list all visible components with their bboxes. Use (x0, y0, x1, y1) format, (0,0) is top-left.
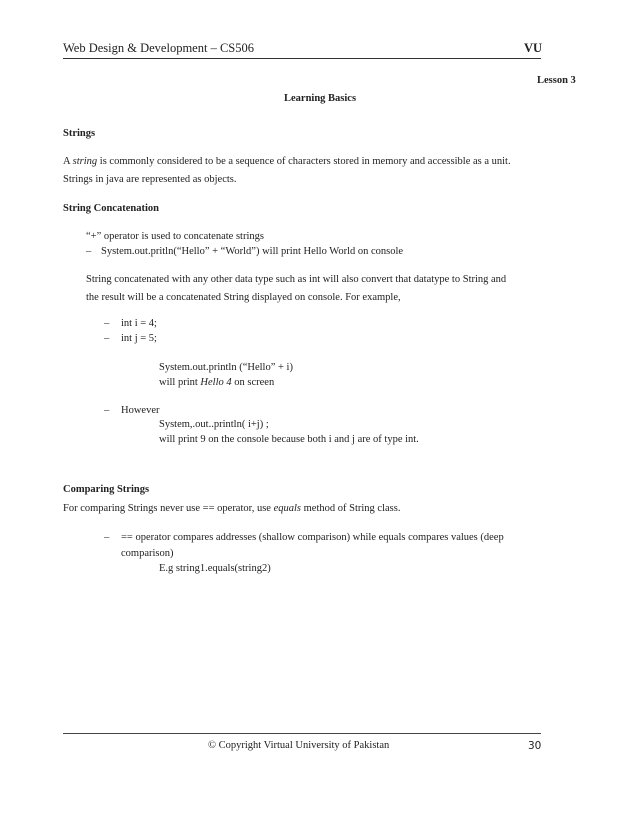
concat-para-line-1: String concatenated with any other data type such as int will also convert that datatype to String and (86, 274, 507, 285)
compare-line-pre: For comparing Strings never use == operator, use (63, 503, 274, 514)
compare-line (63, 503, 400, 514)
footer-copyright: © Copyright Virtual University of Pakistan (208, 740, 390, 751)
lesson-label: Lesson 3 (537, 75, 576, 86)
list-item-int-i: int i = 4; (121, 318, 157, 329)
strings-line-1-pre: A (63, 156, 73, 167)
strings-line-1 (63, 156, 511, 167)
concat-para-line-2: the result will be a concatenated String displayed on console. For example, (86, 292, 401, 303)
code-output-pre: will print (159, 377, 201, 388)
list-dash-1: – (104, 318, 110, 329)
header-divider (63, 58, 541, 59)
compare-item-line-2: comparison) (121, 548, 174, 559)
code-println-sum: System,.out..println( i+j) ; (159, 419, 269, 430)
compare-heading: Comparing Strings (63, 484, 150, 495)
concat-bullet-2: System.out.pritln(“Hello” + “World”) will print Hello World on console (101, 246, 404, 257)
list-dash-2: – (104, 333, 110, 344)
concat-bullet-2-dash: – (86, 246, 92, 257)
code-output-em: Hello 4 (200, 377, 232, 388)
concat-bullet-1: “+” operator is used to concatenate strings (86, 231, 264, 242)
list-dash-3: – (104, 405, 110, 416)
strings-term: string (72, 156, 98, 167)
compare-example: E.g string1.equals(string2) (159, 563, 271, 574)
strings-line-1-post: is commonly considered to be a sequence of characters stored in memory and accessible as a unit. (97, 156, 511, 167)
compare-equals-term: equals (273, 503, 302, 514)
compare-line-post: method of String class. (301, 503, 401, 514)
header-course-title: Web Design & Development – CS506 (63, 41, 254, 55)
strings-line-2: Strings in java are represented as objects. (63, 174, 237, 185)
strings-heading: Strings (63, 128, 96, 139)
header-org: VU (524, 41, 543, 55)
code-sum-note: will print 9 on the console because both i and j are of type int. (159, 434, 419, 445)
code-println-hello: System.out.println (“Hello” + i) (159, 362, 293, 373)
concat-heading: String Concatenation (63, 203, 159, 214)
page-number: 30 (528, 740, 542, 752)
compare-item-line-1: == operator compares addresses (shallow comparison) while equals compares values (deep (121, 532, 504, 543)
code-output-post: on screen (231, 377, 275, 388)
compare-dash: – (104, 532, 110, 543)
code-output-note (159, 377, 274, 388)
footer-divider (63, 733, 541, 734)
list-item-int-j: int j = 5; (121, 333, 157, 344)
page-title: Learning Basics (284, 93, 357, 104)
list-item-however: However (121, 405, 160, 416)
